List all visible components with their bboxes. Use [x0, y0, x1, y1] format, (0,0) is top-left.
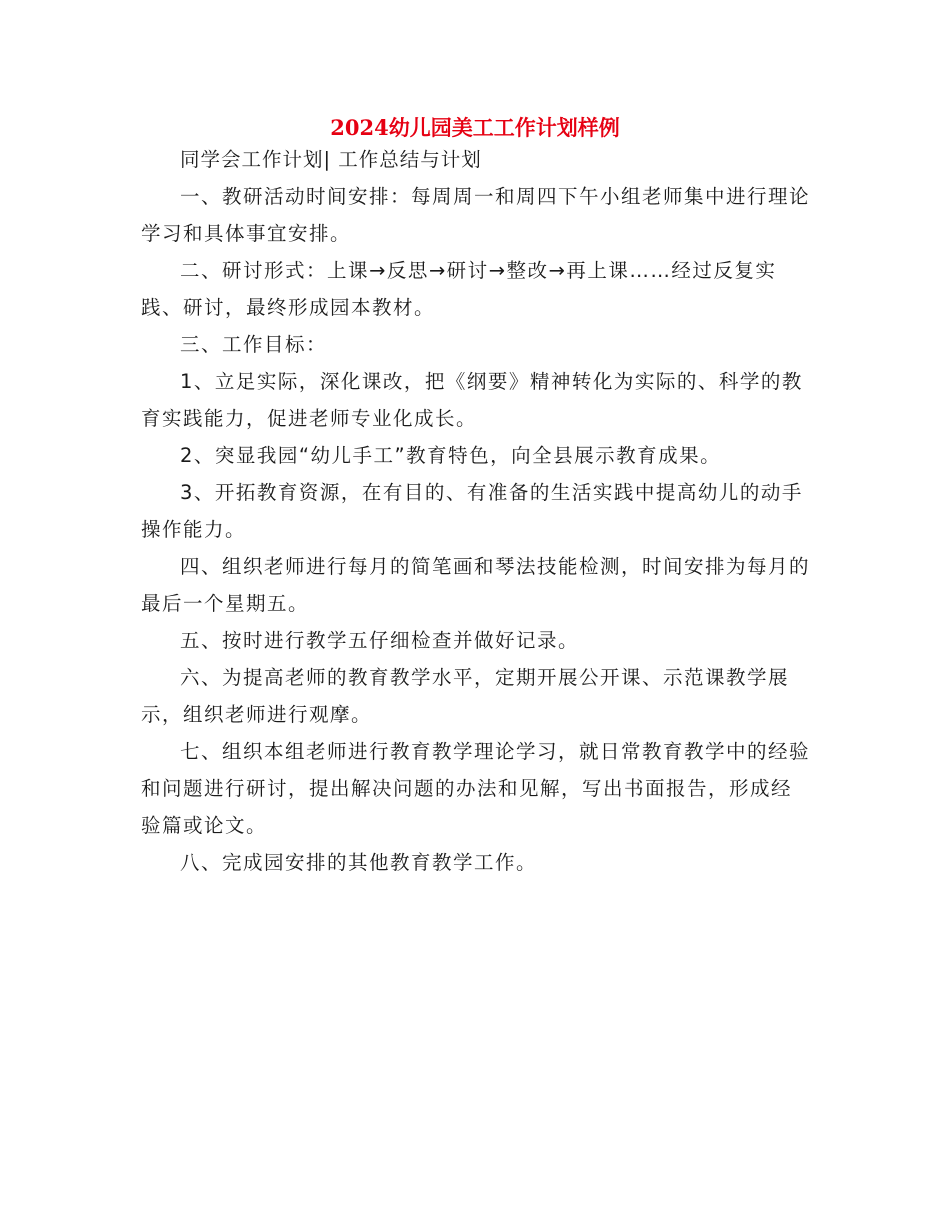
paragraph-skill-check: 四、组织老师进行每月的简笔画和琴法技能检测，时间安排为每月的最后一个星期五。 — [141, 555, 811, 615]
paragraph-inspection: 五、按时进行教学五仔细检查并做好记录。 — [180, 629, 580, 652]
paragraph-other-work: 八、完成园安排的其他教育教学工作。 — [180, 851, 538, 874]
paragraph-goal-1: 1、立足实际，深化课改，把《纲要》精神转化为实际的、科学的教育实践能力，促进老师专业化成长。 — [141, 370, 803, 430]
paragraph-goals-heading: 三、工作目标： — [180, 333, 328, 356]
document-title: 2024幼儿园美工工作计划样例 — [330, 115, 620, 140]
paragraph-format: 二、研讨形式：上课→反思→研讨→整改→再上课……经过反复实践、研讨，最终形成园本教材。 — [141, 259, 777, 319]
paragraph-open-class: 六、为提高老师的教育教学水平，定期开展公开课、示范课教学展示，组织老师进行观摩。 — [141, 666, 790, 726]
paragraph-schedule: 一、教研活动时间安排：每周周一和周四下午小组老师集中进行理论学习和具体事宜安排。 — [141, 185, 811, 245]
paragraph-theory-study: 七、组织本组老师进行教育教学理论学习，就日常教育教学中的经验和问题进行研讨，提出解决问题的办法和见解，写出书面报告，形成经验篇或论文。 — [141, 740, 811, 837]
paragraph-goal-3: 3、开拓教育资源，在有目的、有准备的生活实践中提高幼儿的动手操作能力。 — [141, 481, 803, 541]
paragraph-goal-2: 2、突显我园“幼儿手工”教育特色，向全县展示教育成果。 — [180, 444, 722, 467]
document-body — [141, 141, 811, 881]
subtitle-line: 同学会工作计划| 工作总结与计划 — [180, 148, 482, 171]
